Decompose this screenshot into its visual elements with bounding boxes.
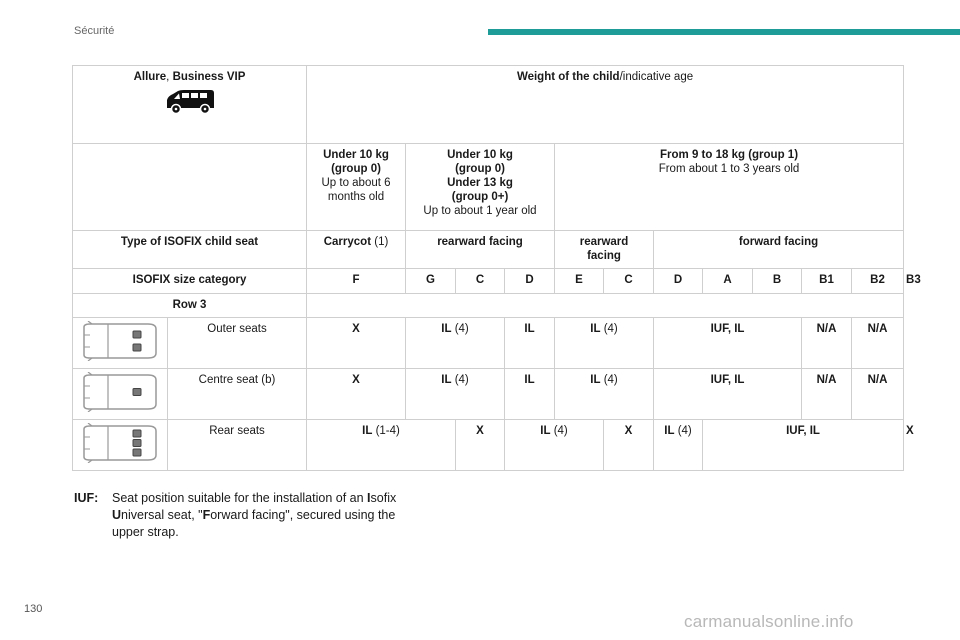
seat-value: X <box>604 420 654 471</box>
seat-value-cell <box>406 369 505 420</box>
page-number: 130 <box>24 603 43 615</box>
seat-note: (1-4) <box>372 425 400 437</box>
vehicle-name-allure: Allure <box>133 71 167 83</box>
size-cell: F <box>307 269 406 294</box>
car-top-view-icon <box>80 372 160 412</box>
weight-header <box>307 66 904 144</box>
type-rearward-2 <box>555 231 654 269</box>
group-text: Under 10 kg <box>447 149 513 161</box>
type-forward: forward facing <box>654 231 904 269</box>
type-carrycot-note: (1) <box>371 236 389 248</box>
size-cell: E <box>555 269 604 294</box>
size-cell: A <box>703 269 753 294</box>
group-text: From about 1 to 3 years old <box>658 163 800 175</box>
seat-value: X <box>456 420 505 471</box>
seat-value: IUF, IL <box>654 369 802 420</box>
seat-value: X <box>307 369 406 420</box>
seat-name: Outer seats <box>168 318 307 369</box>
isofix-table: Allure, Business VIP Weight of the child/indicative age Under 10 kg (group 0) Up to about 6 months old Under 10 kg (group 0) Under 13 kg (group 0+) Up to about 1 year old From 9 to 18 kg (group 1) From about 1 to 3 years old Type of ISOFIX child seat Carrycot (1) rearward facing rearward facing forward facing ISOFIX size category F G C D E C D A B B1 B2 B3 Row 3 Outer seats X IL (4) IL IL (4) IUF, IL N/A N/A Centre seat (b) X IL (4) IL IL (4) IUF, IL N/A N/A Rear seats IL (1-4) X IL (4) X IL (4) IUF, IL X <box>72 65 904 471</box>
header-accent-bar <box>488 29 960 35</box>
size-cell: C <box>604 269 654 294</box>
group-text: Up to about 1 year old <box>423 205 537 217</box>
van-icon <box>164 89 216 115</box>
seat-value: N/A <box>802 318 852 369</box>
seat-diagram-centre <box>73 369 168 420</box>
seat-value-cell <box>505 420 604 471</box>
empty-cell <box>73 144 307 231</box>
seat-value: X <box>307 318 406 369</box>
seat-value-cell <box>307 420 456 471</box>
seat-value: N/A <box>802 369 852 420</box>
group-forward <box>555 144 904 231</box>
seat-value: IL <box>505 318 555 369</box>
size-label: ISOFIX size category <box>73 269 307 294</box>
watermark: carmanualsonline.info <box>684 612 854 631</box>
row-label: Row 3 <box>73 294 307 318</box>
car-top-view-icon <box>80 423 160 463</box>
seat-value: IUF, IL <box>703 420 904 471</box>
footnote-part: Seat position suitable for the installation of an <box>112 491 368 505</box>
type-rearward-2-line: facing <box>587 250 621 262</box>
seat-name: Rear seats <box>168 420 307 471</box>
type-label: Type of ISOFIX child seat <box>73 231 307 269</box>
group-text: From 9 to 18 kg (group 1) <box>660 149 799 161</box>
seat-note: (4) <box>600 323 618 335</box>
seat-value-cell <box>654 420 703 471</box>
footnote-part: F <box>202 508 211 522</box>
seat-note: (4) <box>451 374 469 386</box>
seat-diagram-rear <box>73 420 168 471</box>
size-cell: D <box>654 269 703 294</box>
vehicle-name-business-vip: Business VIP <box>172 71 246 83</box>
seat-value: IL <box>505 369 555 420</box>
empty-cell <box>307 294 904 318</box>
group-text: (group 0+) <box>451 191 509 203</box>
type-rearward-2-line: rearward <box>579 236 629 248</box>
weight-header-rest: /indicative age <box>619 71 694 83</box>
vehicle-cell <box>73 66 307 144</box>
vehicle-separator: , <box>166 71 173 83</box>
size-cell: B2 <box>852 269 904 294</box>
weight-header-bold: Weight of the child <box>516 71 620 83</box>
seat-value: IL <box>362 425 373 437</box>
seat-value-cell <box>555 318 654 369</box>
size-cell: B1 <box>802 269 852 294</box>
size-cell: D <box>505 269 555 294</box>
size-cell: C <box>456 269 505 294</box>
seat-value: IL <box>441 323 452 335</box>
group-text: Up to about 6 <box>321 177 391 189</box>
seat-value: IUF, IL <box>654 318 802 369</box>
seat-value: IL <box>590 374 601 386</box>
car-top-view-icon <box>80 321 160 361</box>
footnote-key: IUF: <box>74 491 99 505</box>
size-cell: G <box>406 269 456 294</box>
size-cell: B <box>753 269 802 294</box>
type-carrycot <box>307 231 406 269</box>
seat-diagram-outer <box>73 318 168 369</box>
type-rearward: rearward facing <box>406 231 555 269</box>
footnote-part: orward facing", secured using the upper strap. <box>112 508 396 539</box>
group-text: (group 0) <box>331 163 381 175</box>
seat-note: (4) <box>674 425 692 437</box>
group-text: (group 0) <box>455 163 505 175</box>
group-text: Under 13 kg <box>447 177 513 189</box>
group-text: Under 10 kg <box>323 149 389 161</box>
group-carrycot <box>307 144 406 231</box>
group-text: months old <box>327 191 385 203</box>
seat-value-cell <box>406 318 505 369</box>
footnote-iuf <box>74 490 404 541</box>
seat-note: (4) <box>550 425 568 437</box>
footnote-part: U <box>112 508 122 522</box>
footnote-part: I <box>367 491 371 505</box>
seat-value: N/A <box>852 318 904 369</box>
seat-note: (4) <box>600 374 618 386</box>
seat-value: N/A <box>852 369 904 420</box>
footnote-part: sofix <box>370 491 397 505</box>
section-title: Sécurité <box>74 25 115 37</box>
seat-value: IL <box>441 374 452 386</box>
group-rearward <box>406 144 555 231</box>
seat-note: (4) <box>451 323 469 335</box>
seat-value-cell <box>555 369 654 420</box>
seat-name: Centre seat (b) <box>168 369 307 420</box>
seat-value: IL <box>590 323 601 335</box>
footnote-text <box>112 490 404 541</box>
footnote-part: niversal seat, " <box>121 508 203 522</box>
type-carrycot-text: Carrycot <box>323 236 372 248</box>
seat-value: IL <box>664 425 675 437</box>
seat-value: IL <box>540 425 551 437</box>
